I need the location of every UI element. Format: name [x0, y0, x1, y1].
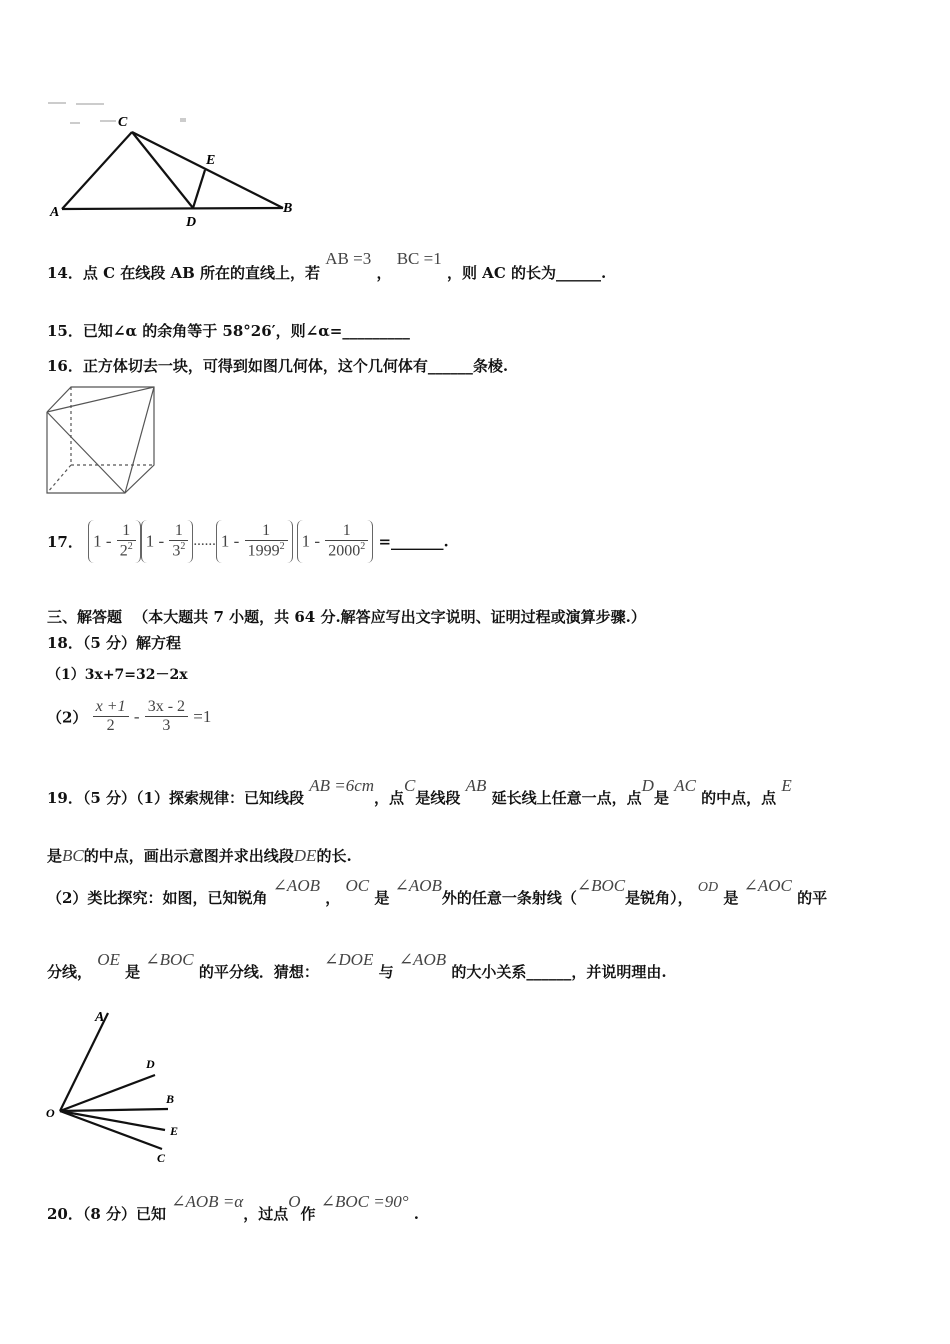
- label-O: O: [46, 1106, 55, 1120]
- ray-OC: [60, 1111, 162, 1149]
- minus-sign: -: [133, 706, 140, 726]
- q19-text: 是锐角），: [625, 889, 693, 907]
- math-angle-DOE: ∠DOE: [324, 950, 374, 969]
- math-angle-AOB: ∠AOB: [272, 876, 320, 895]
- rays-figure: [40, 1005, 200, 1170]
- q19-text: 是: [653, 789, 669, 807]
- section-desc: （本大题共 7 小题，共 64 分.解答应写出文字说明、证明过程或演算步骤.）: [133, 608, 646, 626]
- question-number: 15．: [47, 322, 83, 340]
- frac-num: 3x - 2: [145, 698, 188, 717]
- math-BC: BC: [62, 846, 84, 865]
- scan-noise: [48, 102, 186, 124]
- factor-3-lead: 1 -: [220, 531, 240, 551]
- question-19-line-4: [47, 952, 667, 992]
- den-exp: 2: [279, 541, 285, 553]
- frac-den: [325, 541, 368, 561]
- den-base: 2: [119, 542, 128, 560]
- fraction-3x-minus-2-over-3: [145, 698, 188, 736]
- q19-text: 的长.: [316, 847, 352, 865]
- q19-text: （2）类比探究：如图，已知锐角: [47, 889, 268, 907]
- question-16: [47, 355, 508, 376]
- q19-text: 延长线上任意一点，点: [491, 789, 642, 807]
- den-base: 2000: [328, 542, 361, 560]
- triangle-figure: [40, 100, 310, 235]
- label-B: B: [283, 201, 293, 216]
- frac-den: [117, 541, 136, 561]
- ray-OB: [60, 1109, 168, 1111]
- q20-text: （8 分）已知: [82, 1205, 167, 1223]
- section-3-header: [47, 606, 646, 627]
- math-AB-eq-3: AB =3: [325, 249, 372, 268]
- segment-DE: [193, 170, 205, 208]
- frac-num: 1: [325, 522, 368, 541]
- factor-1: [88, 520, 141, 563]
- q19-text: 与: [378, 963, 394, 981]
- q18-part-1: （1）3x+7=32－2x: [47, 667, 188, 683]
- question-19-line-1: [47, 778, 792, 818]
- ellipsis: ......: [193, 533, 216, 550]
- math-DE: DE: [293, 846, 317, 865]
- math-OC: OC: [345, 876, 370, 895]
- fraction-1-over-3sq: [169, 522, 188, 561]
- q19-text: 是: [374, 889, 390, 907]
- fraction-1-over-2sq: [117, 522, 136, 561]
- math-E: E: [781, 776, 792, 795]
- frac-num: 1: [245, 522, 288, 541]
- q19-text: 的大小关系______，并说明理由.: [451, 963, 667, 981]
- label-D: D: [186, 215, 197, 230]
- cube-front-edges: [47, 387, 154, 493]
- math-AB: AB: [465, 776, 487, 795]
- math-OD: OD: [697, 880, 719, 895]
- q19-text: 的平分线．猜想：: [198, 963, 319, 981]
- question-number: 17．: [47, 533, 83, 552]
- q18-part-2: [47, 698, 211, 736]
- math-angle-AOB: ∠AOB: [398, 950, 447, 969]
- math-OE: OE: [97, 950, 120, 969]
- question-14: [47, 249, 607, 286]
- cut-edge-3: [125, 387, 154, 493]
- q19-text: 的中点，画出示意图并求出线段: [83, 847, 294, 865]
- q19-text: 分线，: [47, 963, 93, 981]
- question-number: 14．: [47, 264, 83, 282]
- label-A: A: [95, 1010, 105, 1025]
- frac-den: 3: [162, 717, 171, 735]
- math-AB-6cm: AB =6cm: [309, 776, 375, 795]
- label-A: A: [50, 205, 60, 220]
- frac-den: 2: [106, 717, 115, 735]
- question-19-line-2: [47, 845, 352, 866]
- frac-num: x +1: [93, 698, 129, 717]
- q15-text: 已知∠α 的余角等于 58°26′，则∠α=_________: [82, 322, 410, 340]
- label-E: E: [206, 153, 216, 168]
- q19-text: 的中点，点: [701, 789, 777, 807]
- label-C: C: [157, 1151, 166, 1165]
- frac-den: [169, 541, 188, 561]
- cut-cube-figure: [42, 382, 162, 500]
- frac-num: 1: [169, 522, 188, 541]
- segment-CD: [132, 132, 193, 208]
- q18-part-2-label: （2）: [47, 708, 88, 727]
- den-exp: 2: [180, 541, 186, 553]
- factor-2: [141, 520, 194, 563]
- side-AB: [62, 208, 283, 209]
- side-CB: [132, 132, 283, 208]
- factor-1-lead: 1 -: [93, 531, 112, 551]
- fraction-1-over-1999sq: [245, 522, 288, 561]
- q20-text: .: [413, 1205, 419, 1223]
- q19-text: 是线段: [415, 789, 461, 807]
- label-E: E: [170, 1124, 179, 1138]
- question-15: [47, 320, 410, 341]
- question-number: 16．: [47, 357, 83, 375]
- den-exp: 2: [360, 541, 366, 553]
- math-angle-BOC: ∠BOC: [576, 876, 626, 895]
- q20-text: ，过点: [243, 1205, 289, 1223]
- q19-text: 外的任意一条射线（: [441, 889, 577, 907]
- question-18-header: [47, 632, 181, 653]
- frac-den: [245, 541, 288, 561]
- math-D: D: [641, 776, 654, 795]
- side-AC: [62, 132, 132, 209]
- factor-4-lead: 1 -: [301, 531, 320, 551]
- question-19-line-3: [47, 878, 827, 920]
- cut-edge-1: [47, 387, 154, 412]
- q14-text-1: 点 C 在线段 AB 所在的直线上，若: [82, 264, 321, 282]
- question-20: [47, 1194, 419, 1234]
- q17-answer-blank: =_______.: [378, 532, 449, 551]
- question-number: 18．: [47, 634, 83, 652]
- label-D: D: [146, 1057, 155, 1071]
- q19-text: ，点: [374, 789, 405, 807]
- question-number: 19．: [47, 789, 83, 807]
- q14-text-2: ，则 AC 的长为______.: [446, 264, 607, 282]
- q19-text: 是: [47, 847, 63, 865]
- equals-1: =1: [193, 706, 212, 726]
- q19-text: （5 分）（1）探索规律：已知线段: [82, 789, 304, 807]
- label-B: B: [166, 1092, 175, 1106]
- question-number: 20．: [47, 1205, 83, 1223]
- q19-text: 是: [125, 963, 141, 981]
- factor-2-lead: 1 -: [145, 531, 165, 551]
- factor-4: [297, 520, 374, 563]
- q14-sep: ，: [376, 264, 392, 282]
- hidden-edge-3: [47, 465, 71, 493]
- q18-header: （5 分）解方程: [82, 634, 182, 652]
- fraction-x-plus-1-over-2: [93, 698, 129, 736]
- q19-text: ，: [325, 889, 341, 907]
- question-17: [47, 520, 449, 563]
- q20-text: 作: [300, 1205, 316, 1223]
- math-AC: AC: [674, 776, 696, 795]
- den-base: 3: [172, 542, 181, 560]
- factor-3: [216, 520, 293, 563]
- den-base: 1999: [247, 542, 280, 560]
- math-O: O: [288, 1192, 301, 1211]
- math-angle-AOB: ∠AOB: [394, 876, 442, 895]
- fraction-1-over-2000sq: [325, 522, 368, 561]
- den-exp: 2: [127, 541, 133, 553]
- math-C: C: [404, 776, 416, 795]
- label-C: C: [118, 115, 128, 130]
- cut-edge-2: [47, 412, 125, 493]
- math-angle-AOB-eq-alpha: ∠AOB =α: [171, 1192, 244, 1211]
- math-angle-BOC-eq-90: ∠BOC =90°: [320, 1192, 409, 1211]
- math-BC-eq-1: BC =1: [396, 249, 442, 268]
- ray-OE: [60, 1111, 165, 1130]
- q16-text: 正方体切去一块，可得到如图几何体，这个几何体有______条棱.: [82, 357, 509, 375]
- q19-text: 的平: [797, 889, 828, 907]
- math-angle-AOC: ∠AOC: [743, 876, 792, 895]
- section-title: 三、解答题: [47, 608, 123, 626]
- q19-text: 是: [723, 889, 739, 907]
- frac-num: 1: [117, 522, 136, 541]
- math-angle-BOC: ∠BOC: [145, 950, 194, 969]
